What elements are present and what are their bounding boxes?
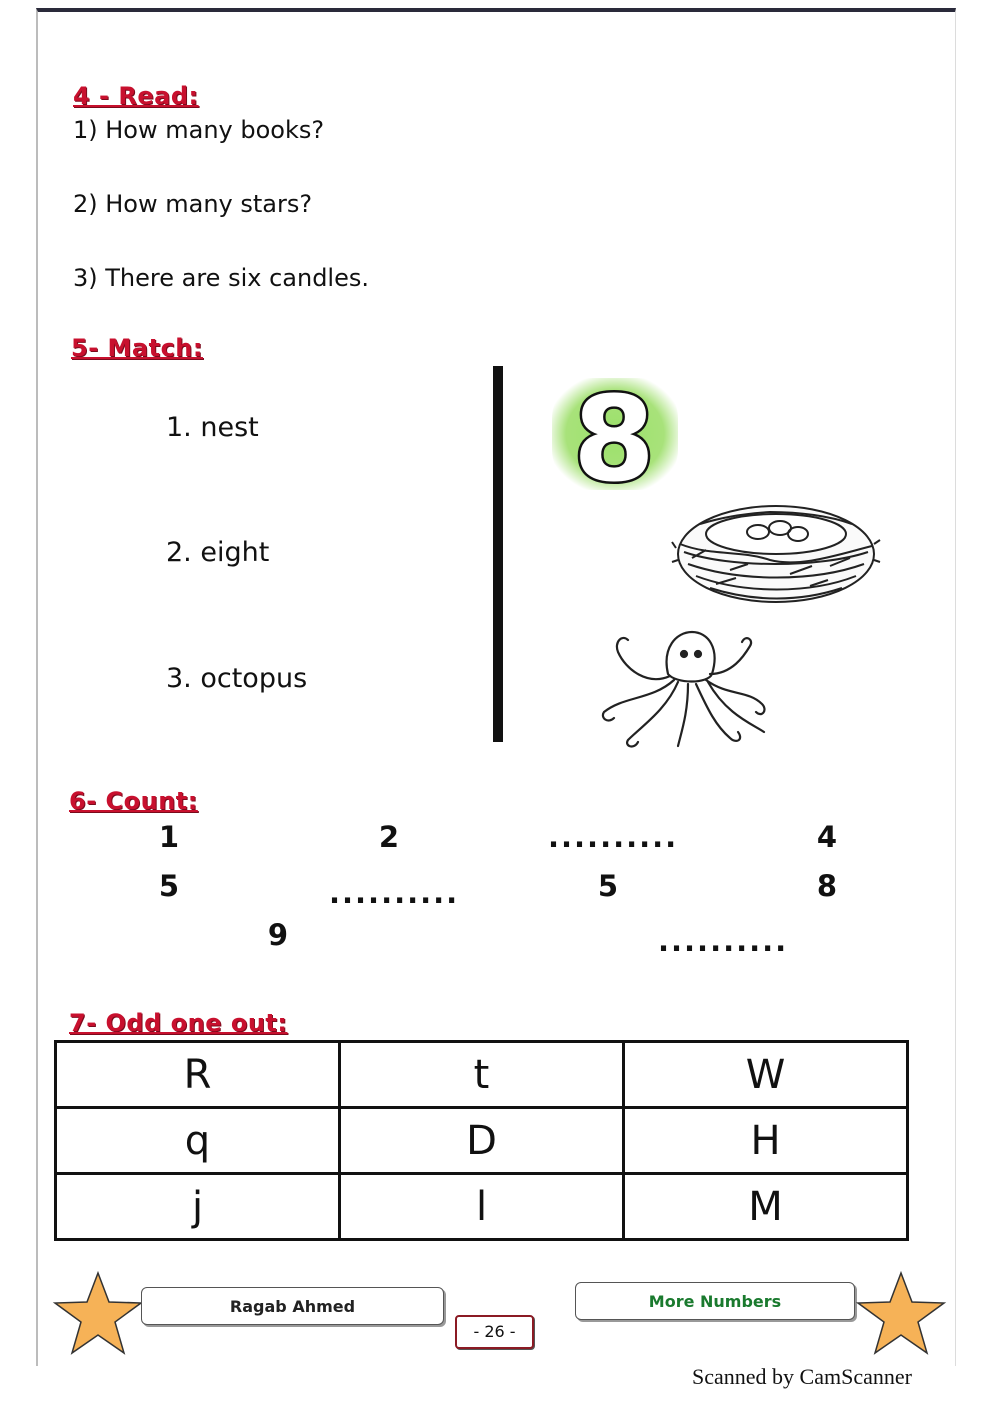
count-cell: 5 <box>597 869 619 903</box>
nest-icon <box>670 494 882 612</box>
read-item-2: 2) How many stars? <box>73 190 313 218</box>
odd-cell: t <box>340 1042 624 1108</box>
star-icon <box>855 1270 947 1356</box>
page-number: - 26 - <box>455 1315 534 1349</box>
match-heading: 5- Match: <box>71 334 203 362</box>
match-word-nest: 1. nest <box>166 412 259 443</box>
odd-cell: q <box>56 1108 340 1174</box>
scanner-watermark: Scanned by CamScanner <box>692 1364 912 1389</box>
match-word-eight: 2. eight <box>166 537 270 568</box>
odd-heading: 7- Odd one out: <box>69 1009 288 1037</box>
title-label: More Numbers <box>575 1282 855 1320</box>
odd-table <box>54 1040 909 1241</box>
table-row <box>56 1174 908 1240</box>
octopus-icon <box>596 626 772 754</box>
count-heading: 6- Count: <box>69 787 198 815</box>
read-item-3: 3) There are six candles. <box>73 264 369 292</box>
count-cell: 5 <box>158 869 180 903</box>
read-heading: 4 - Read: <box>73 82 199 110</box>
number-eight-icon <box>552 378 678 490</box>
count-blank: .......... <box>329 876 460 910</box>
odd-cell: D <box>340 1108 624 1174</box>
odd-cell: H <box>624 1108 908 1174</box>
count-cell: 1 <box>158 820 180 854</box>
match-word-octopus: 3. octopus <box>166 663 308 694</box>
star-icon <box>52 1270 144 1356</box>
table-row <box>56 1108 908 1174</box>
odd-cell: W <box>624 1042 908 1108</box>
count-blank: .......... <box>658 924 789 958</box>
odd-cell: l <box>340 1174 624 1240</box>
count-blank: .......... <box>548 820 679 854</box>
odd-cell: R <box>56 1042 340 1108</box>
match-divider <box>493 366 503 742</box>
count-cell: 2 <box>378 820 400 854</box>
count-cell: 9 <box>267 918 289 952</box>
count-cell: 4 <box>816 820 838 854</box>
table-row <box>56 1042 908 1108</box>
author-label: Ragab Ahmed <box>141 1287 444 1325</box>
number-eight-glyph: 8 <box>572 378 656 490</box>
read-item-1: 1) How many books? <box>73 116 325 144</box>
odd-cell: j <box>56 1174 340 1240</box>
count-cell: 8 <box>816 869 838 903</box>
odd-cell: M <box>624 1174 908 1240</box>
